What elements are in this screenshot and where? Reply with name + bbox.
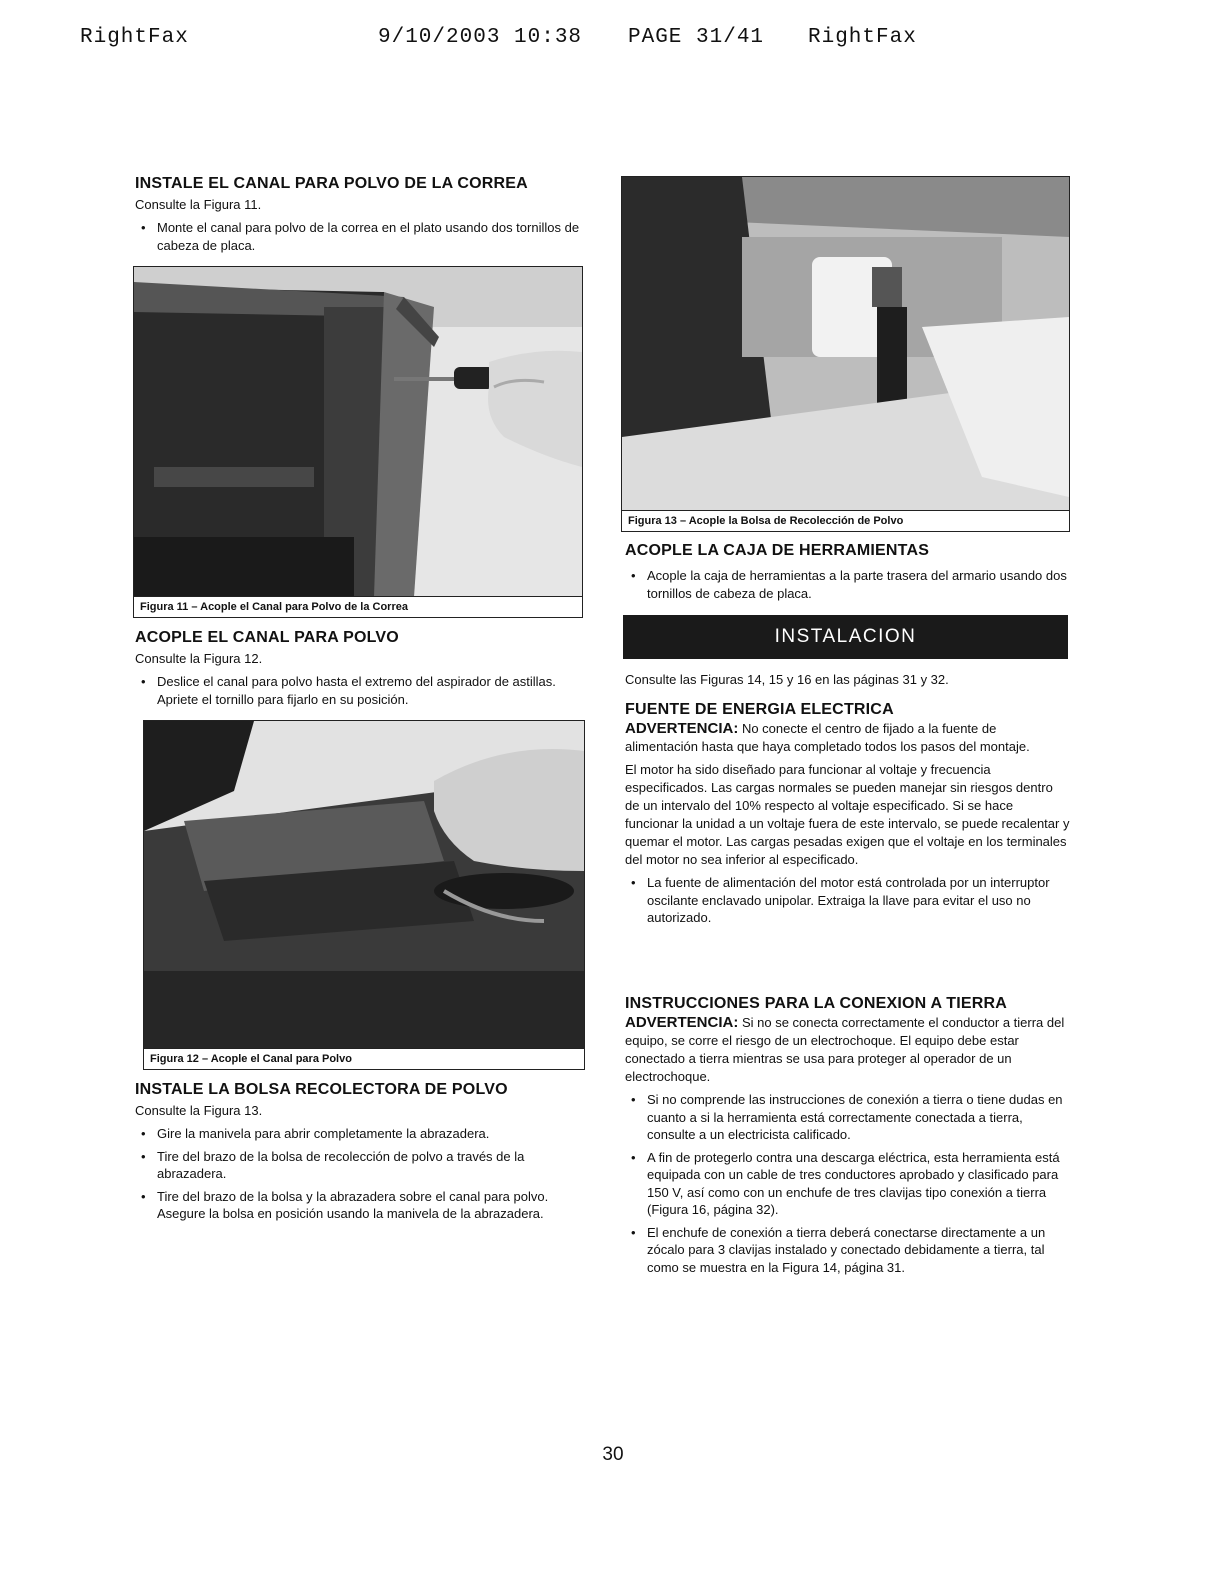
fax-sender-left: RightFax	[80, 26, 189, 49]
figure-reference: Consulte la Figura 11.	[135, 197, 262, 212]
bullet-item: • Acople la caja de herramientas a la parte trasera del armario usando dos tornillos de cabeza de placa.	[625, 567, 1070, 602]
bullet-list	[625, 567, 1070, 602]
section-heading: ACOPLE LA CAJA DE HERRAMIENTAS	[625, 542, 930, 559]
warning-label: ADVERTENCIA:	[625, 720, 739, 737]
bullet-item: • Tire del brazo de la bolsa de recolección de polvo a través de la abrazadera.	[135, 1148, 585, 1183]
bullet-list	[135, 1125, 585, 1223]
figure-12-caption: Figura 12 – Acople el Canal para Polvo	[144, 1048, 584, 1069]
section-heading: ACOPLE EL CANAL PARA POLVO	[135, 629, 399, 646]
figure-12-photo	[144, 721, 584, 1049]
bullet-item: • Deslice el canal para polvo hasta el extremo del aspirador de astillas. Apriete el tornillo para fijarlo en su posición.	[135, 673, 585, 708]
installation-banner: INSTALACION	[623, 615, 1068, 659]
figure-13	[621, 176, 1070, 532]
figure-reference: Consulte la Figura 13.	[135, 1103, 263, 1118]
warning-paragraph	[625, 1014, 1070, 1086]
section-toolbox	[625, 541, 1070, 607]
bullet-list	[135, 673, 585, 708]
section-grounding	[625, 994, 1070, 1281]
fax-header	[0, 26, 1226, 56]
figure-13-photo	[622, 177, 1069, 511]
figure-11-photo	[134, 267, 582, 597]
bullet-item: • A fin de protegerlo contra una descarga eléctrica, esta herramienta está equipada con un cable de tres conductores aprobado y clasificado para 150 V, así como con un enchufe de tres clavijas tipo conexión a tierra (Figura 16, página 32).	[625, 1149, 1070, 1219]
section-heading: INSTALE LA BOLSA RECOLECTORA DE POLVO	[135, 1081, 508, 1098]
fax-datetime: 9/10/2003 10:38	[378, 26, 583, 49]
section-belt-dust-chute	[135, 174, 585, 259]
section-heading: INSTALE EL CANAL PARA POLVO DE LA CORREA	[135, 175, 528, 192]
bullet-item: • Gire la manivela para abrir completamente la abrazadera.	[135, 1125, 585, 1143]
warning-text: Si no se conecta correctamente el conductor a tierra del equipo, se corre el riesgo de un electrochoque. El equipo debe estar conectado a tierra mientras se usa para proteger al operador de un electrochoque.	[625, 1015, 1065, 1084]
section-heading: INSTRUCCIONES PARA LA CONEXION A TIERRA	[625, 995, 1008, 1012]
bullet-item: • Monte el canal para polvo de la correa en el plato usando dos tornillos de cabeza de placa.	[135, 219, 585, 254]
bullet-item: • La fuente de alimentación del motor está controlada por un interruptor oscilante enclavado unipolar. Extraiga la llave para evitar el uso no autorizado.	[625, 874, 1070, 927]
section-dust-bag	[135, 1080, 585, 1228]
warning-text: No conecte el centro de fijado a la fuente de alimentación hasta que haya completado todos los pasos del montaje.	[625, 721, 1030, 754]
fax-sender-right: RightFax	[808, 26, 917, 49]
bullet-list	[625, 874, 1070, 927]
bullet-item: • Tire del brazo de la bolsa y la abrazadera sobre el canal para polvo. Asegure la bolsa en posición usando la manivela de la abrazadera.	[135, 1188, 585, 1223]
figure-reference: Consulte las Figuras 14, 15 y 16 en las páginas 31 y 32.	[625, 672, 949, 687]
page-number: 30	[602, 1444, 624, 1465]
section-power-supply	[625, 669, 1070, 932]
figure-reference: Consulte la Figura 12.	[135, 651, 263, 666]
figure-12	[143, 720, 585, 1070]
figure-11	[133, 266, 583, 618]
warning-label: ADVERTENCIA:	[625, 1014, 739, 1031]
bullet-item: • El enchufe de conexión a tierra deberá conectarse directamente a un zócalo para 3 clavijas instalado y conectado debidamente a tierra, tal como se muestra en la Figura 14, página 31.	[625, 1224, 1070, 1277]
figure-11-caption: Figura 11 – Acople el Canal para Polvo de la Correa	[134, 596, 582, 617]
bullet-list	[625, 1091, 1070, 1276]
section-heading: FUENTE DE ENERGIA ELECTRICA	[625, 701, 894, 718]
fax-page: PAGE 31/41	[628, 26, 765, 49]
bullet-list	[135, 219, 585, 254]
section-dust-chute	[135, 628, 585, 713]
motor-paragraph: El motor ha sido diseñado para funcionar al voltaje y frecuencia especificados. Las cargas normales se pueden manejar sin riesgos dentro de un intervalo del 10% respecto al voltaje especificado. Si se hace funcionar la unidad a un voltaje fuera de este intervalo, se puede recalentar y quemar el motor. Las cargas pesadas exigen que el voltaje en los terminales del motor no sea inferior al especificado.	[625, 762, 1070, 867]
bullet-item: • Si no comprende las instrucciones de conexión a tierra o tiene dudas en cuanto a si la herramienta está correctamente conectada a tierra, consulte a un electricista calificado.	[625, 1091, 1070, 1144]
warning-paragraph	[625, 720, 1070, 756]
figure-13-caption: Figura 13 – Acople la Bolsa de Recolección de Polvo	[622, 510, 1069, 531]
